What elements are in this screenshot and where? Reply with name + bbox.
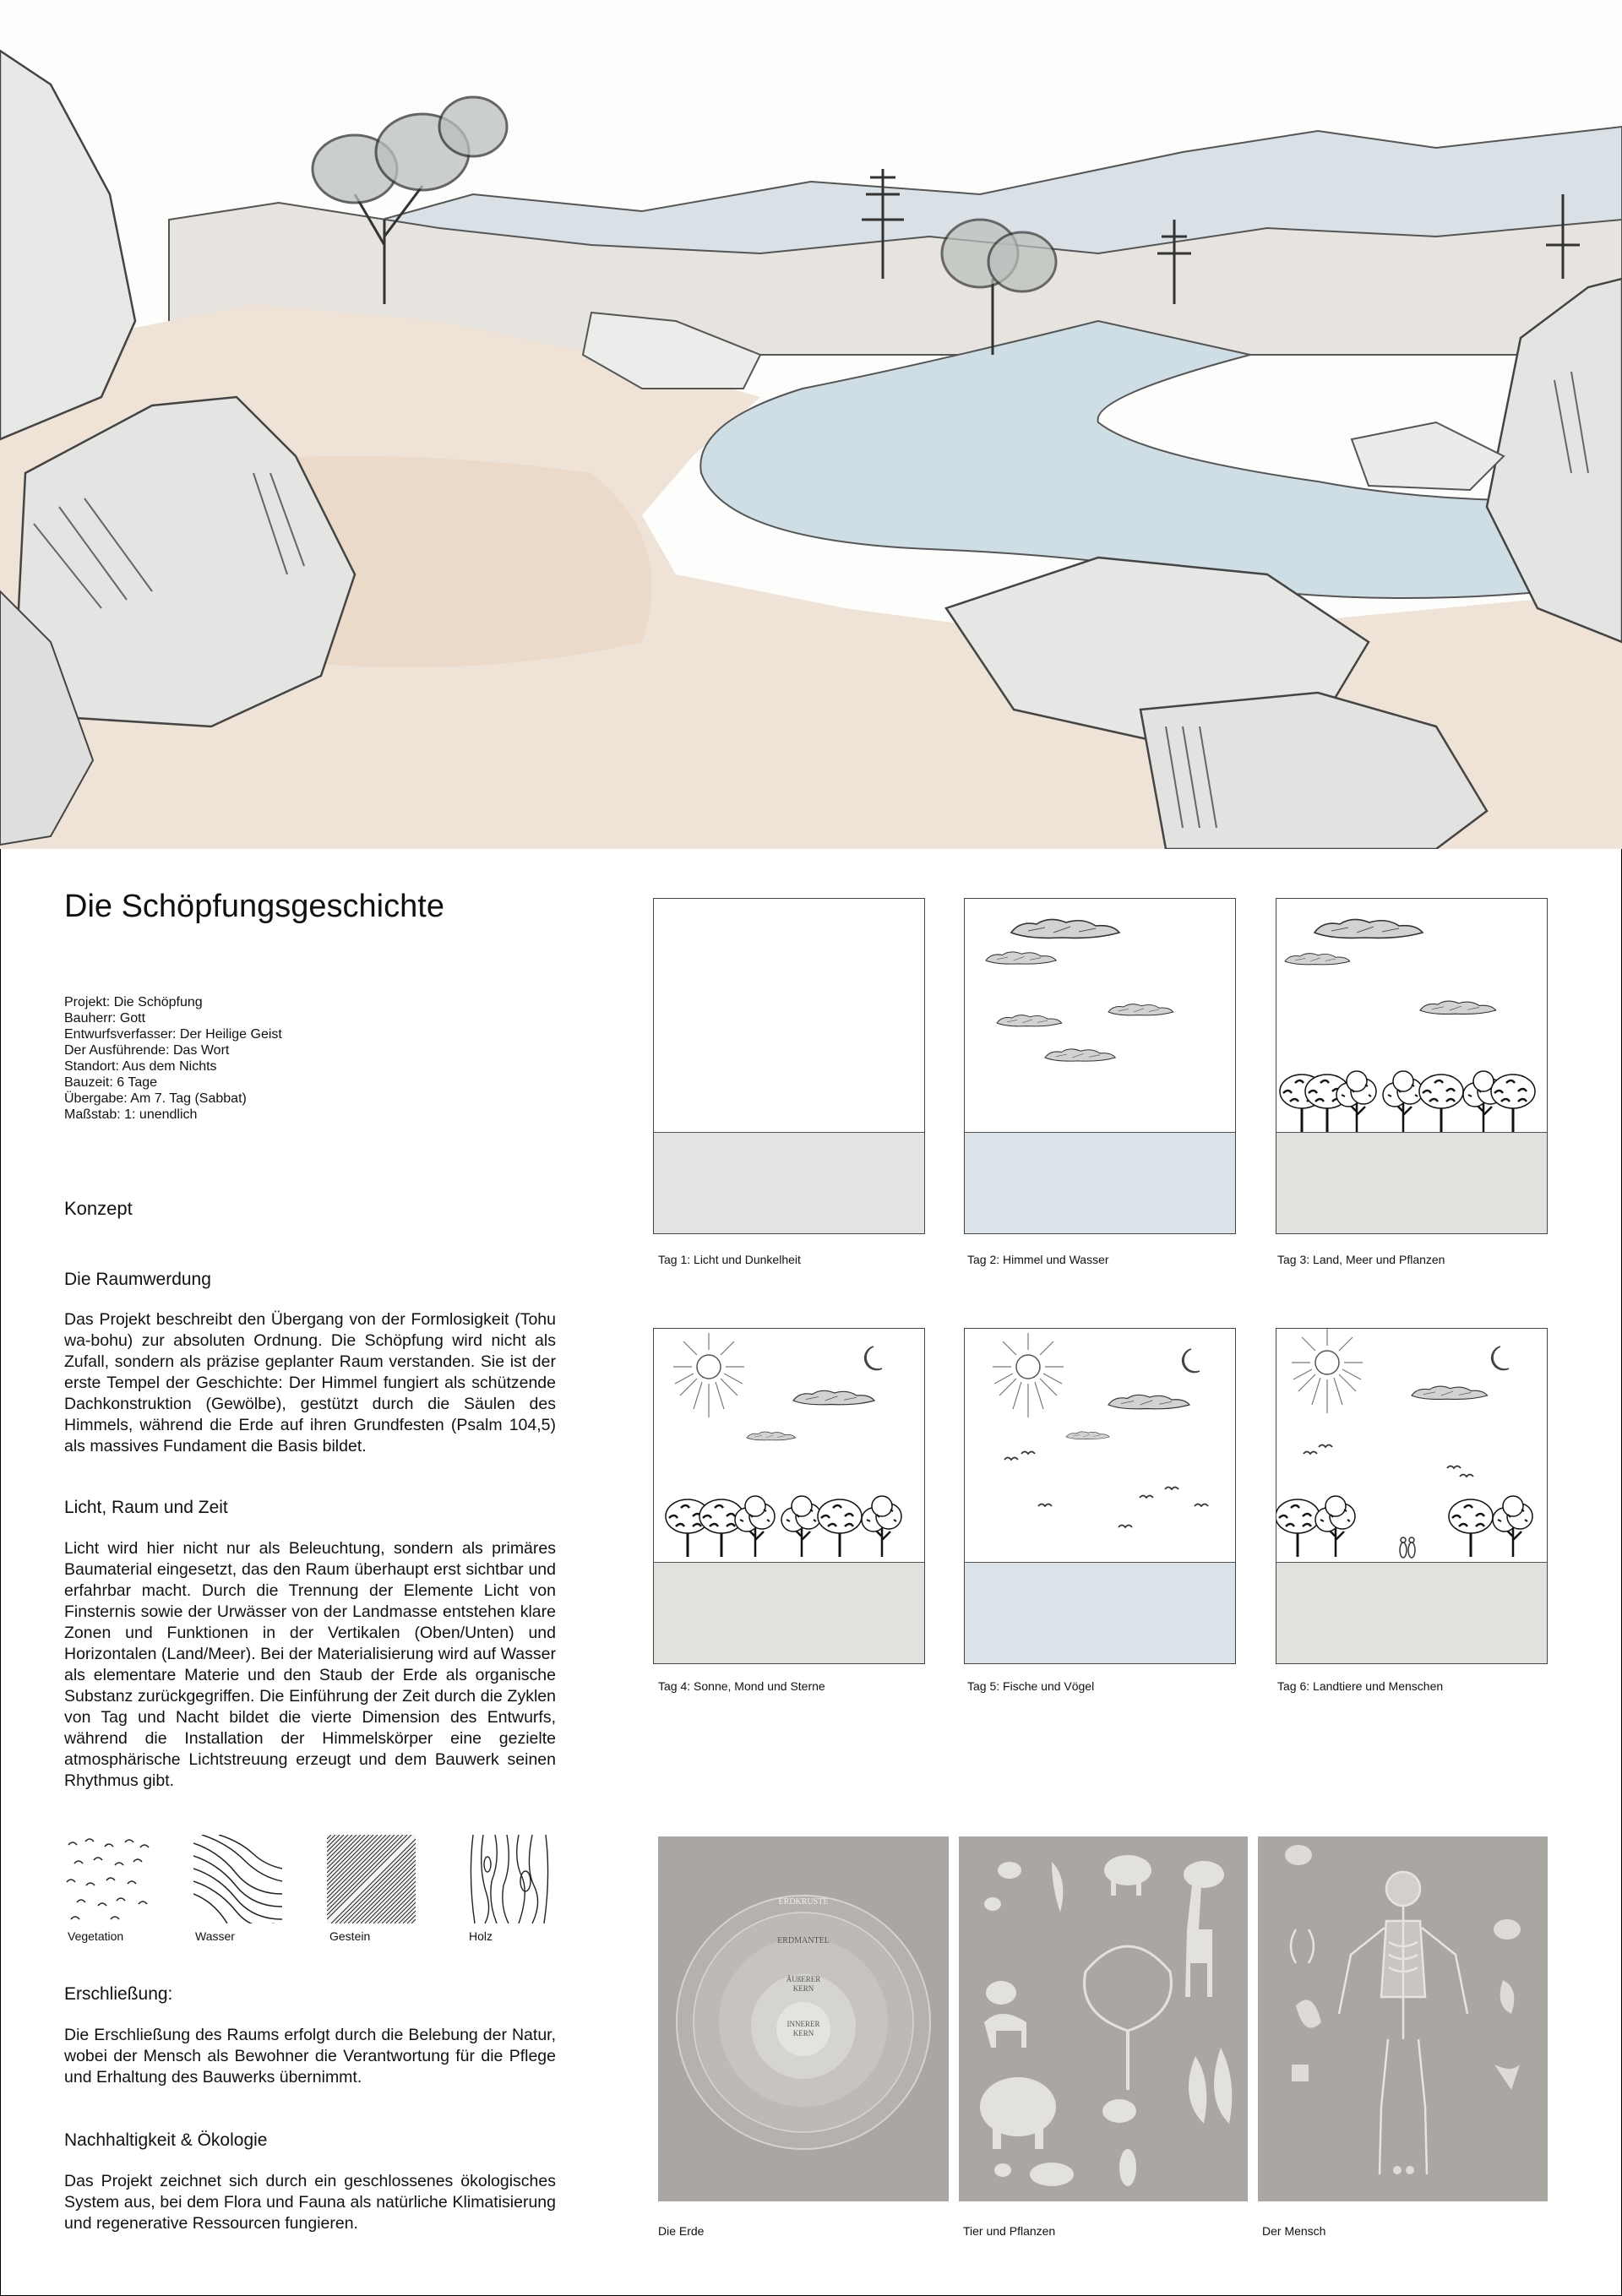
material-label: Wasser: [195, 1929, 235, 1943]
day-5-panel: [964, 1328, 1236, 1664]
info-caption: Die Erde: [658, 2224, 705, 2238]
animals-plants-panel: [959, 1836, 1248, 2201]
material-label: Vegetation: [68, 1929, 124, 1943]
erschliessung-text: Die Erschließung des Raums erfolgt durch die Belebung der Natur, wobei der Mensch als Bewohner die Verantwortung für die Pflege und Erhaltung des Bauwerks übernimmt.: [64, 2026, 556, 2087]
day-caption: Tag 2: Himmel und Wasser: [967, 1253, 1109, 1266]
day-4-panel: [653, 1328, 925, 1664]
nachhaltigkeit-text: Das Projekt zeichnet sich durch ein geschlossenes ökologisches System aus, bei dem Flora und Fauna als natürliche Klimatisierung und regenerative Ressourcen fungieren.: [64, 2172, 556, 2233]
konzept-heading: Konzept: [64, 1198, 133, 1219]
wasser-swatch: [193, 1835, 282, 1923]
fact-item: Der Ausführende: Das Wort: [64, 1043, 230, 1058]
licht-heading: Licht, Raum und Zeit: [64, 1498, 228, 1517]
layer-label: INNERER: [787, 2020, 820, 2028]
ground: [965, 1562, 1235, 1663]
ground: [654, 1562, 924, 1663]
licht-text: Licht wird hier nicht nur als Beleuchtung, sondern als primäres Baumaterial eingesetzt, das den Raum überhaupt erst sichtbar und erfahrbar macht. Durch die Trennung der Elemente Licht von Finsternis sowie der Urwässer von der Landmasse entstehen klare Zonen und Funktionen in der Vertikalen (Oben/Unten) und Horizontalen (Land/Meer). Bei der Materialisierung wird auf Wasser als elementare Materie und den Staub der Erde als organische Substanz zurückgegriffen. Die Einführung der Zeit durch die Zyklen von Tag und Nacht bildet die vierte Dimension des Entwurfs, während die Installation der Himmelskörper eine gezielte atmosphärische Lichtstreuung erzeugt und dem Bauwerk seinen Rhythmus gibt.: [64, 1539, 556, 1790]
day-1-panel: [653, 898, 925, 1234]
project-facts-list: [64, 994, 282, 1123]
earth-layers-panel: [658, 1836, 949, 2201]
layer-label: KERN: [792, 1984, 814, 1993]
fact-item: Entwurfsverfasser: Der Heilige Geist: [64, 1027, 282, 1042]
human-panel: [1258, 1836, 1548, 2201]
info-caption: Der Mensch: [1262, 2224, 1326, 2238]
page-title: Die Schöpfungsgeschichte: [64, 889, 444, 924]
day-caption: Tag 1: Licht und Dunkelheit: [658, 1253, 801, 1266]
fact-item: Bauzeit: 6 Tage: [64, 1075, 158, 1090]
layer-label: ÄUßERER: [786, 1975, 821, 1983]
layer-label: ERDKRUSTE: [778, 1897, 829, 1907]
fact-item: Standort: Aus dem Nichts: [64, 1059, 217, 1074]
ground: [1276, 1132, 1547, 1233]
hero-landscape-illustration: [0, 0, 1622, 849]
day-2-panel: [964, 898, 1236, 1234]
fact-item: Maßstab: 1: unendlich: [64, 1107, 198, 1122]
day-caption: Tag 6: Landtiere und Menschen: [1277, 1679, 1444, 1693]
nachhaltigkeit-heading: Nachhaltigkeit & Ökologie: [64, 2130, 268, 2150]
fact-item: Übergabe: Am 7. Tag (Sabbat): [64, 1091, 247, 1106]
day-6-panel: [1276, 1328, 1548, 1664]
raumwerdung-text: Das Projekt beschreibt den Übergang von der Formlosigkeit (Tohu wa-bohu) zur absoluten Ordnung. Die Schöpfung wird nicht als Zufall, sondern als präzise geplanter Raum verstanden. Sie ist der erste Tempel der Geschichte: Der Himmel fungiert als schützende Dachkonstruktion (Gewölbe), gestützt durch die Säulen des Himmels, während die Erde auf ihren Grundfesten (Psalm 104,5) als massives Fundament die Basis bildet.: [64, 1310, 556, 1455]
ground: [965, 1132, 1235, 1233]
fact-item: Bauherr: Gott: [64, 1011, 146, 1026]
layer-label: ERDMANTEL: [777, 1936, 830, 1945]
material-label: Holz: [469, 1929, 493, 1943]
ground: [1276, 1562, 1547, 1663]
gestein-swatch: [327, 1835, 416, 1923]
erschliessung-heading: Erschließung:: [64, 1984, 173, 2004]
info-caption: Tier und Pflanzen: [963, 2224, 1056, 2238]
day-3-panel: [1276, 898, 1548, 1234]
layer-label: KERN: [792, 2029, 814, 2038]
fact-item: Projekt: Die Schöpfung: [64, 995, 203, 1009]
holz-swatch: [466, 1835, 555, 1923]
raumwerdung-heading: Die Raumwerdung: [64, 1270, 211, 1289]
vegetation-swatch: [64, 1835, 153, 1923]
day-caption: Tag 3: Land, Meer und Pflanzen: [1277, 1253, 1445, 1266]
day-caption: Tag 4: Sonne, Mond und Sterne: [658, 1679, 825, 1693]
material-label: Gestein: [329, 1929, 371, 1943]
ground: [654, 1132, 924, 1233]
day-caption: Tag 5: Fische und Vögel: [967, 1679, 1095, 1693]
